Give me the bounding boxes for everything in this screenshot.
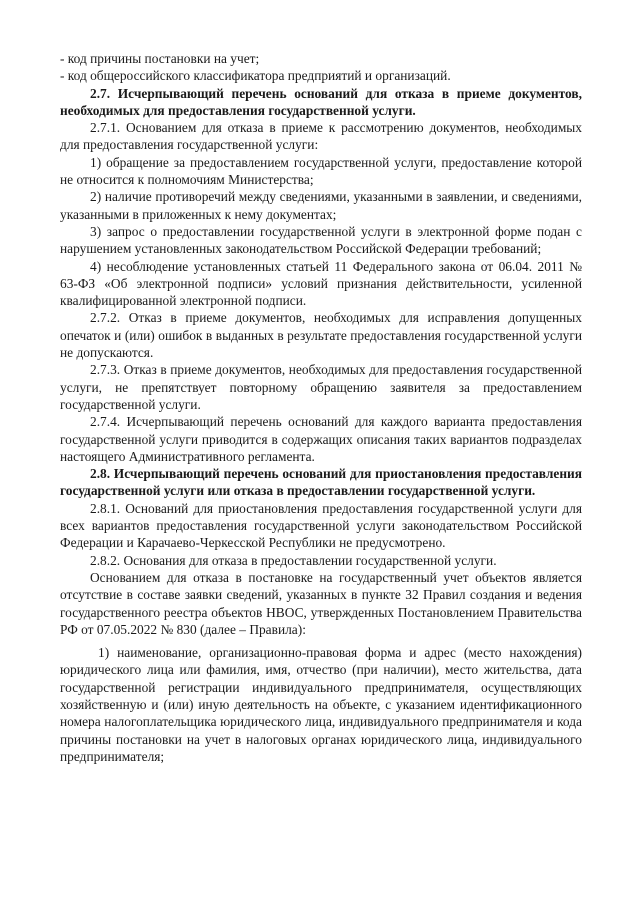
para-2-8-2: 2.8.2. Основания для отказа в предоставлении государственной услуги.: [90, 552, 497, 568]
para-2-7-1: 2.7.1. Основанием для отказа в приеме к рассмотрению документов, необходимых для предоставления государственной услуги:: [60, 120, 582, 153]
line-kpp: - код причины постановки на учет;: [60, 51, 260, 66]
list-item: 1) обращение за предоставлением государственной услуги, предоставление которой не относится к полномочиям Министерства;: [60, 154, 582, 188]
para-2-7-2: 2.7.2. Отказ в приеме документов, необходимых для исправления допущенных опечаток и (или) ошибок в выданных в результате предоставления государственной услуги не допускаются.: [60, 310, 582, 361]
para-2-8-1: 2.8.1. Оснований для приостановления предоставления государственной услуги для всех вариантов предоставления государственной услуги законодательством Российской Федерации и Карачаево-Черкесской Республики не предусмотрено.: [60, 500, 582, 551]
list-item: 3) запрос о предоставлении государственной услуги в электронной форме подан с нарушением установленных законодательством Российской Федерации требований;: [60, 223, 582, 257]
list-item: 1) наименование, организационно-правовая форма и адрес (место нахождения) юридического лица или фамилия, имя, отчество (при наличии), место жительства, дата государственной регистрации индивидуального предпринимателя, осуществляющих хозяйственную и (или) иную деятельность на объекте, с указанием идентификационного номера налогоплательщика юридического лица, индивидуального предпринимателя и кода причины постановки на учет в налоговых органах юридического лица, индивидуального предпринимателя;: [60, 645, 582, 764]
list-item: 4) несоблюдение установленных статьей 11 Федерального закона от 06.04. 2011 № 63-ФЗ «Об электронной подписи» условий признания действительности, усиленной квалифицированной электронной подписи.: [60, 258, 582, 309]
document-page: [60, 50, 582, 765]
para-2-7-3: 2.7.3. Отказ в приеме документов, необходимых для предоставления государственной услуги, не препятствует повторному обращению заявителя за предоставлением государственной услуги.: [60, 362, 582, 412]
section-2-7-heading: 2.7. Исчерпывающий перечень оснований для отказа в приеме документов, необходимых для предоставления государственной услуги.: [60, 85, 582, 118]
para-2-8-2-body: Основанием для отказа в постановке на государственный учет объектов является отсутствие в составе заявки сведений, указанных в пункте 32 Правил создания и ведения государственного реестра объектов НВОС, утвержденных Постановлением Правительства РФ от 07.05.2022 № 830 (далее – Правила):: [60, 569, 582, 637]
list-item: 2) наличие противоречий между сведениями, указанными в заявлении, и сведениями, указанными в приложенных к нему документах;: [60, 189, 582, 222]
section-2-8-heading: 2.8. Исчерпывающий перечень оснований для приостановления предоставления государственной услуги или отказа в предоставлении государственной услуги.: [60, 466, 582, 499]
line-okpo: - код общероссийского классификатора предприятий и организаций.: [60, 68, 451, 84]
para-2-7-4: 2.7.4. Исчерпывающий перечень оснований для каждого варианта предоставления государственной услуги приводится в содержащих описания таких вариантов подразделах настоящего Административного регламента.: [60, 414, 582, 464]
